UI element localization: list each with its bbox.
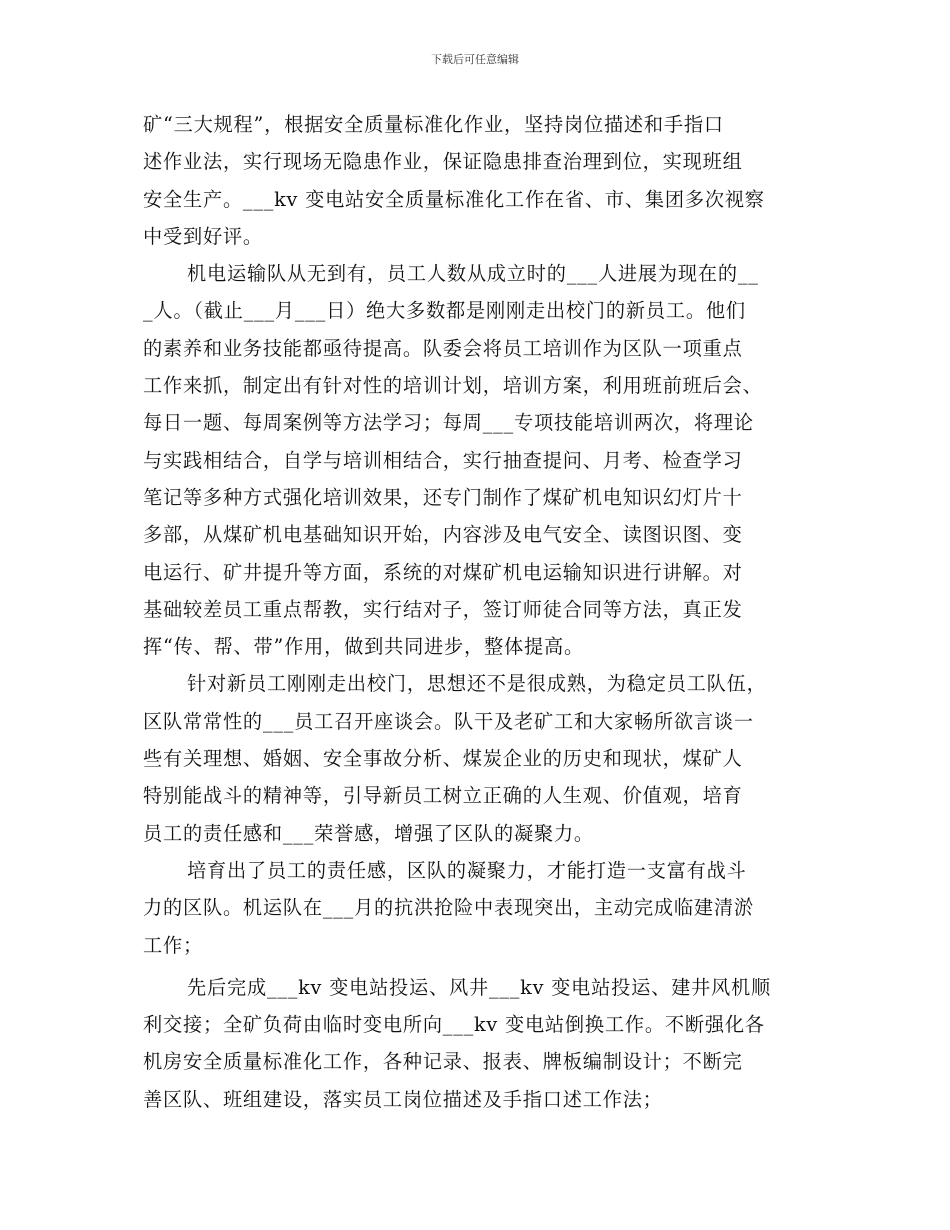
text-line: 区队常常性的___员工召开座谈会。队干及老矿工和大家畅所欲言谈一 [143,709,754,733]
text-line: 善区队、班组建设，落实员工岗位描述及手指口述工作法； [143,1087,663,1111]
paragraph [143,665,815,851]
text-line: 员工的责任感和___荣誉感，增强了区队的凝聚力。 [143,821,594,845]
text-line: 中受到好评。 [143,224,263,248]
text-line: 与实践相结合，自学与培训相结合，实行抽查提问、月考、检查学习 [143,448,743,472]
text-line: 力的区队。机运队在___月的抗洪抢险中表现突出，主动完成临建清淤 [143,896,754,920]
paragraph [143,255,815,665]
text-line: 机房安全质量标准化工作，各种记录、报表、牌板编制设计；不断完 [143,1050,743,1074]
text-line: 多部，从煤矿机电基础知识开始，内容涉及电气安全、读图识图、变 [143,523,743,547]
text-line: 些有关理想、婚姻、安全事故分析、煤炭企业的历史和现状，煤矿人 [143,747,743,771]
text-line: 工作来抓，制定出有针对性的培训计划，培训方案，利用班前班后会、 [143,374,763,398]
paragraph [143,106,815,255]
text-line: 安全生产。___kv 变电站安全质量标准化工作在省、市、集团多次视察 [143,187,765,211]
text-line: 矿“三大规程”，根据安全质量标准化作业，坚持岗位描述和手指口 [143,113,724,136]
text-line: 每日一题、每周案例等方法学习；每周___专项技能培训两次，将理论 [143,411,754,435]
paragraph [143,969,815,1118]
paragraph [143,852,815,964]
text-line: 特别能战斗的精神等，引导新员工树立正确的人生观、价值观，培育 [143,784,743,808]
text-line: 基础较差员工重点帮教，实行结对子，签订师徒合同等方法，真正发 [143,597,743,621]
text-line: 电运行、矿井提升等方面，系统的对煤矿机电运输知识进行讲解。对 [143,560,743,584]
text-line: 工作； [143,933,203,957]
text-line: 机电运输队从无到有，员工人数从成立时的___人进展为现在的__ [187,262,759,286]
document-body [143,106,815,1118]
text-line: 述作业法，实行现场无隐患作业，保证隐患排查治理到位，实现班组 [143,150,743,174]
text-line: 挥“传、帮、带”作用，做到共同进步，整体提高。 [143,635,584,659]
text-line: _人。（截止___月___日）绝大多数都是刚刚走出校门的新员工。他们 [143,299,746,323]
text-line: 的素养和业务技能都亟待提高。队委会将员工培训作为区队一项重点 [143,336,743,360]
text-line: 培育出了员工的责任感，区队的凝聚力，才能打造一支富有战斗 [187,858,747,882]
text-line: 先后完成___kv 变电站投运、风井___kv 变电站投运、建井风机顺 [187,975,772,999]
text-line: 笔记等多种方式强化培训效果，还专门制作了煤矿机电知识幻灯片十 [143,485,743,509]
text-line: 利交接；全矿负荷由临时变电所向___kv 变电站倒换工作。不断强化各 [143,1013,765,1037]
text-line: 针对新员工刚刚走出校门，思想还不是很成熟，为稳定员工队伍， [187,672,767,696]
page-header: 下载后可任意编辑 [431,53,519,66]
